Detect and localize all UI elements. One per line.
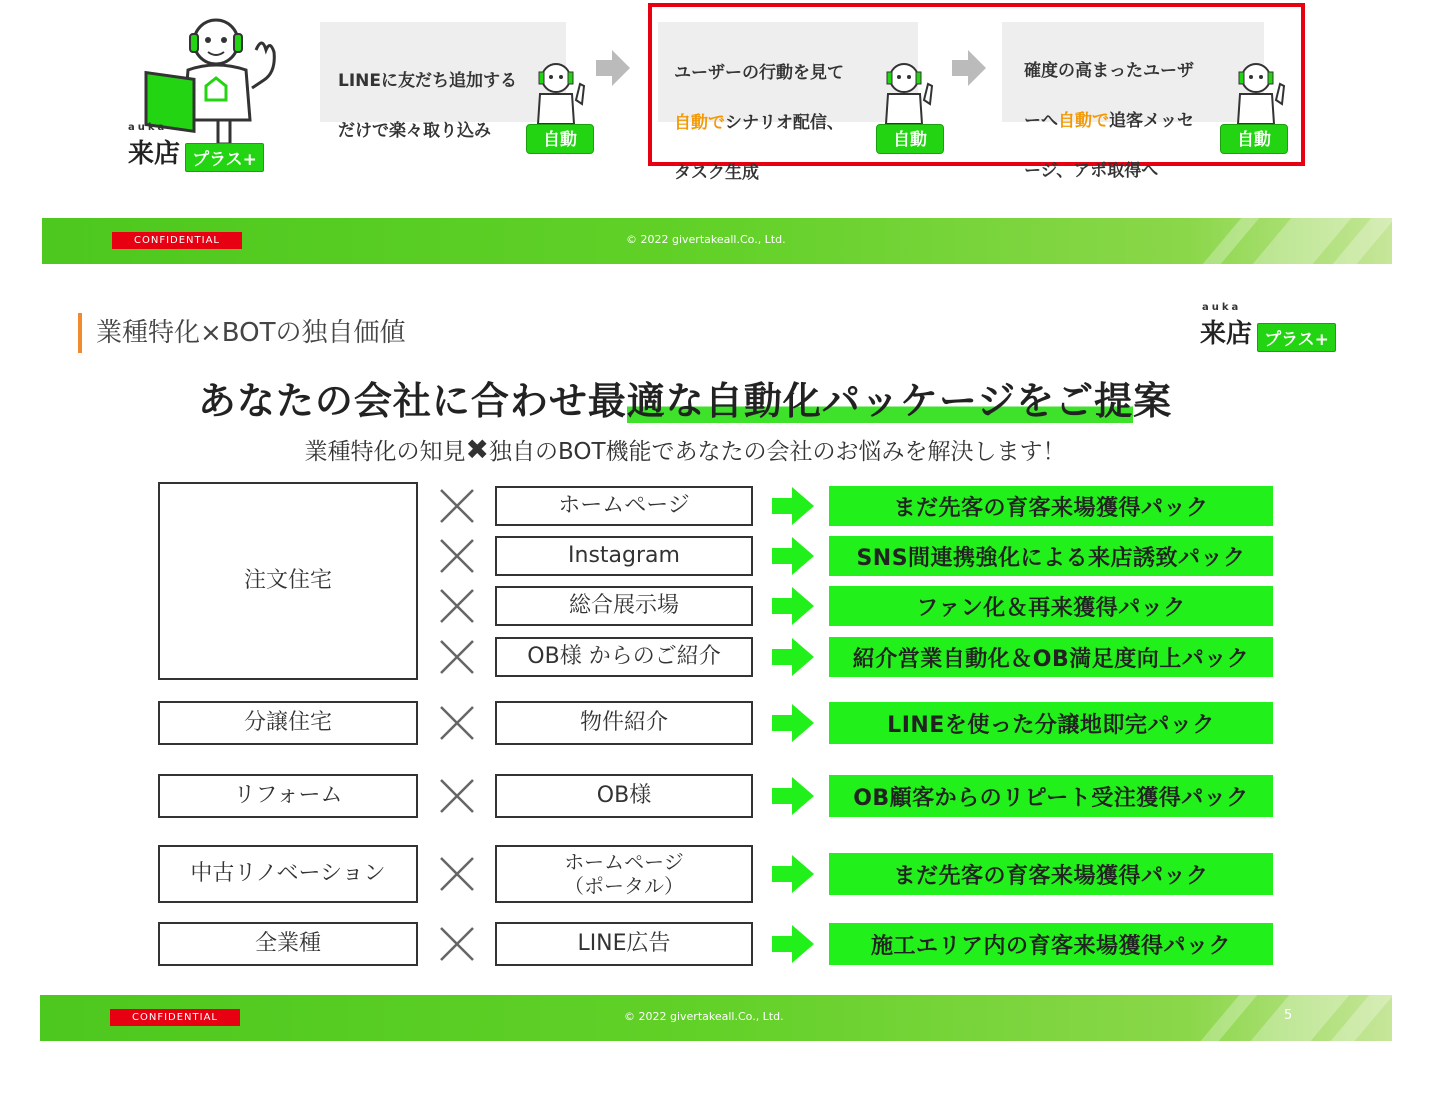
arrow-right-icon: [952, 48, 988, 88]
page-number: 5: [1284, 1008, 1293, 1023]
footer-bar-bottom: [40, 995, 1392, 1041]
arrow-right-icon: [772, 924, 816, 964]
industry-subdivision: 分譲住宅: [158, 701, 418, 745]
step-1-text: LINEに友だち追加する だけで楽々取り込み: [338, 71, 517, 141]
mini-robot-icon: [528, 60, 588, 132]
channel-box: Instagram: [495, 536, 753, 576]
multiply-icon: [437, 637, 477, 677]
logo-main-text: 来店: [1200, 319, 1253, 349]
package-label: 施工エリア内の育客来場獲得パック: [829, 923, 1273, 965]
package-label: LINEを使った分譲地即完パック: [829, 702, 1273, 744]
package-label: 紹介営業自動化＆OB満足度向上パック: [829, 637, 1273, 677]
logo-plus-badge: プラス+: [185, 143, 264, 172]
package-label: ファン化＆再来獲得パック: [829, 586, 1273, 626]
confidential-label: CONFIDENTIAL: [112, 232, 242, 249]
confidential-label: CONFIDENTIAL: [110, 1009, 240, 1026]
logo-small-text: auka: [128, 122, 168, 133]
multiply-icon: [437, 536, 477, 576]
brand-logo-slide: [1200, 302, 1336, 352]
footer-bar-top: [42, 218, 1392, 264]
channel-box: ホームページ: [495, 486, 753, 526]
industry-all: 全業種: [158, 922, 418, 966]
channel-box: OB様: [495, 774, 753, 818]
logo-plus-badge: プラス+: [1257, 323, 1336, 352]
channel-box: LINE広告: [495, 922, 753, 966]
logo-main-text: 来店: [128, 139, 181, 169]
multiply-icon: [437, 854, 477, 894]
subheadline: 業種特化の知見✖独自のBOT機能であなたの会社のお悩みを解決します！: [304, 433, 1066, 466]
auto-badge-1: 自動: [526, 124, 594, 154]
arrow-right-icon: [772, 637, 816, 677]
arrow-right-icon: [772, 776, 816, 816]
multiply-icon: [437, 703, 477, 743]
package-label: OB顧客からのリピート受注獲得パック: [829, 775, 1273, 817]
copyright-text: © 2022 givertakeall.Co., Ltd.: [624, 1010, 784, 1023]
cross-mark-icon: ✖: [465, 433, 489, 466]
package-label: まだ先客の育客来場獲得パック: [829, 853, 1273, 895]
mini-robot-icon: [876, 60, 936, 132]
arrow-right-icon: [772, 703, 816, 743]
logo-small-text: auka: [1202, 302, 1242, 313]
step-2-text: ユーザーの行動を見て 自動でシナリオ配信、 タスク生成: [674, 63, 844, 183]
package-label: まだ先客の育客来場獲得パック: [829, 486, 1273, 526]
headline: あなたの会社に合わせ最適な自動化パッケージをご提案: [197, 379, 1173, 423]
copyright-text: © 2022 givertakeall.Co., Ltd.: [626, 233, 786, 246]
auto-badge-2: 自動: [876, 124, 944, 154]
industry-custom-home: 注文住宅: [158, 482, 418, 680]
package-label: SNS間連携強化による来店誘致パック: [829, 536, 1273, 576]
multiply-icon: [437, 586, 477, 626]
arrow-right-icon: [772, 854, 816, 894]
arrow-right-icon: [772, 586, 816, 626]
channel-box: 物件紹介: [495, 701, 753, 745]
channel-box: 総合展示場: [495, 586, 753, 626]
brand-logo: [128, 122, 264, 172]
auto-badge-3: 自動: [1220, 124, 1288, 154]
multiply-icon: [437, 486, 477, 526]
multiply-icon: [437, 776, 477, 816]
arrow-right-icon: [772, 536, 816, 576]
multiply-icon: [437, 924, 477, 964]
channel-box: OB様 からのご紹介: [495, 637, 753, 677]
industry-renovation: 中古リノベーション: [158, 845, 418, 903]
arrow-right-icon: [596, 48, 632, 88]
step-3-text: 確度の高まったユーザ ーへ自動で追客メッセ ージ、アポ取得へ: [1024, 61, 1194, 181]
channel-box: ホームページ （ポータル）: [495, 845, 753, 903]
section-title: 業種特化×BOTの独自価値: [78, 313, 406, 353]
mini-robot-icon: [1228, 60, 1288, 132]
arrow-right-icon: [772, 486, 816, 526]
industry-reform: リフォーム: [158, 774, 418, 818]
